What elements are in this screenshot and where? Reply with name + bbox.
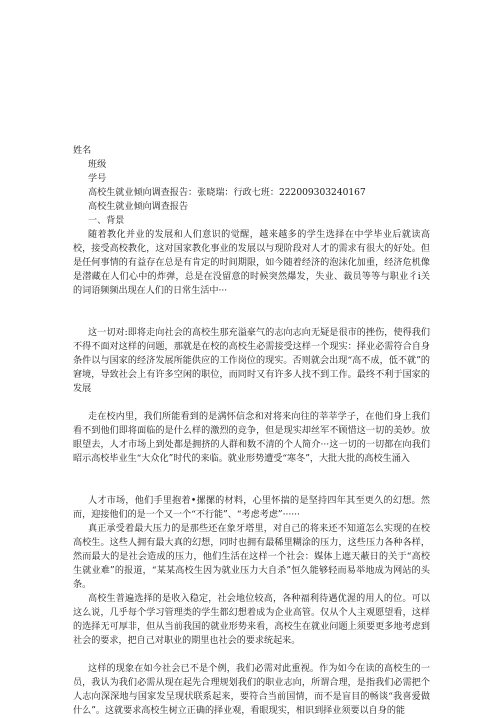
section-heading: 一、背景 [88,216,125,226]
paragraph-1: 随着教化并业的发展和人们意识的觉醒，越来越多的学生选择在中学毕业后就读高校，接受高校教化，这对国家教化事业的发展以与现阶段对人才的需求有很大的好处。但是任何事情的有益存在总是有肯定的时间期限，如今随着经济的泡沫化加重，经济危机像是潜藏在人们心中的炸弹，总是在没留意的时候突然爆发，失业、裁员等等与职业彳i关的词语频频出现在人们的日常生活中··· [73,230,430,296]
report-title-line: 高校生就业倾向调查报告：张晓瑞：行政七班：222009303240167 [88,188,366,198]
paragraph-7: 这样的现象在如今社会已不是个例，我们必需对此重视。作为如今在读的高校生的一员，我认为我们必需从现在起先合理规划我们的职业志向，所谓合理，是指我们必需把个人志向深深地与国家发呈现状联系起来，要符合当前国情，而不是盲目的畅谈“我喜爱做什么”。这就要求高校生树立正确的择业观，看眼现实，相识到择业须要以自身的能 [73,664,430,716]
student-id-label: 学号 [88,174,107,184]
paragraph-5: 真正承受着最大压力的是那些还在象牙塔里，对自己的将来还不知道怎么实现的在校高校生。这些人拥有最大真的幻想，同时也拥有最稀里糊涂的压力，这些压力各种各样，然而最大的是社会造成的压力，他们生活在这样一个社会：媒体上遮天蔽日的关于“高校生就业难”的报道，“某某高校生因为就业压力大自杀”恒久能够轻而易举地成为网站的头条。 [73,524,430,590]
paragraph-3: 走在校内里，我们所能看到的是满怀信念和对将来向往的莘莘学子，在他们身上我们看不到他们即将面临的是什么样的激烈的竞争，但是现实却丝军不顾惜这一切的美妙。放眼望去，人才市场上到处都是拥挤的人群和数不清的个人简介···这一切的一切都在向我们昭示高校毕业生“大众化”时代的来临。就业形势遭受“寒冬”，大批大批的高校生涌入 [73,412,430,464]
report-title: 高校生就业倾向调查报告 [88,202,189,212]
paragraph-4: 人才市场，他们手里抱着•摞摞的材料，心里怀揣的是坚持四年其至更久的幻想。然而，迎接他们的是一个又一个“不行能”、“考虑考虑”······ [73,496,430,520]
paragraph-6: 高校生普遍选择的是收入稳定，社会地位较高，各种福利待遇优渥的用人的位。可以这么说，几乎每个学习管理类的学生都幻想着成为企业高管。仅从个人主观愿望看，这样的选择无可厚非，但从当前我国的就业形势来看，高校生在就业问题上须要更多地考虑到社会的要求，把自己对职业的期里也社会的要求统起来。 [73,594,430,646]
class-label: 班级 [88,160,107,170]
name-label: 姓名 [73,146,92,156]
paragraph-2: 这一切对:即将走向社会的高校生那充溢豪气的志向志向无疑是很市的挫伤，使得我们不得不面对这样的问题，那就是在校的高校生必需接受这样一个现实：择业必需符合自身条件以与国家的经济发展所能供应的工作岗位的现实。否则就会出现“高不成，低不就”的窘境，导致社会上有许多空闲的职位，而同时又有许多人找不到工作。最终不利于国家的发展 [73,328,430,394]
